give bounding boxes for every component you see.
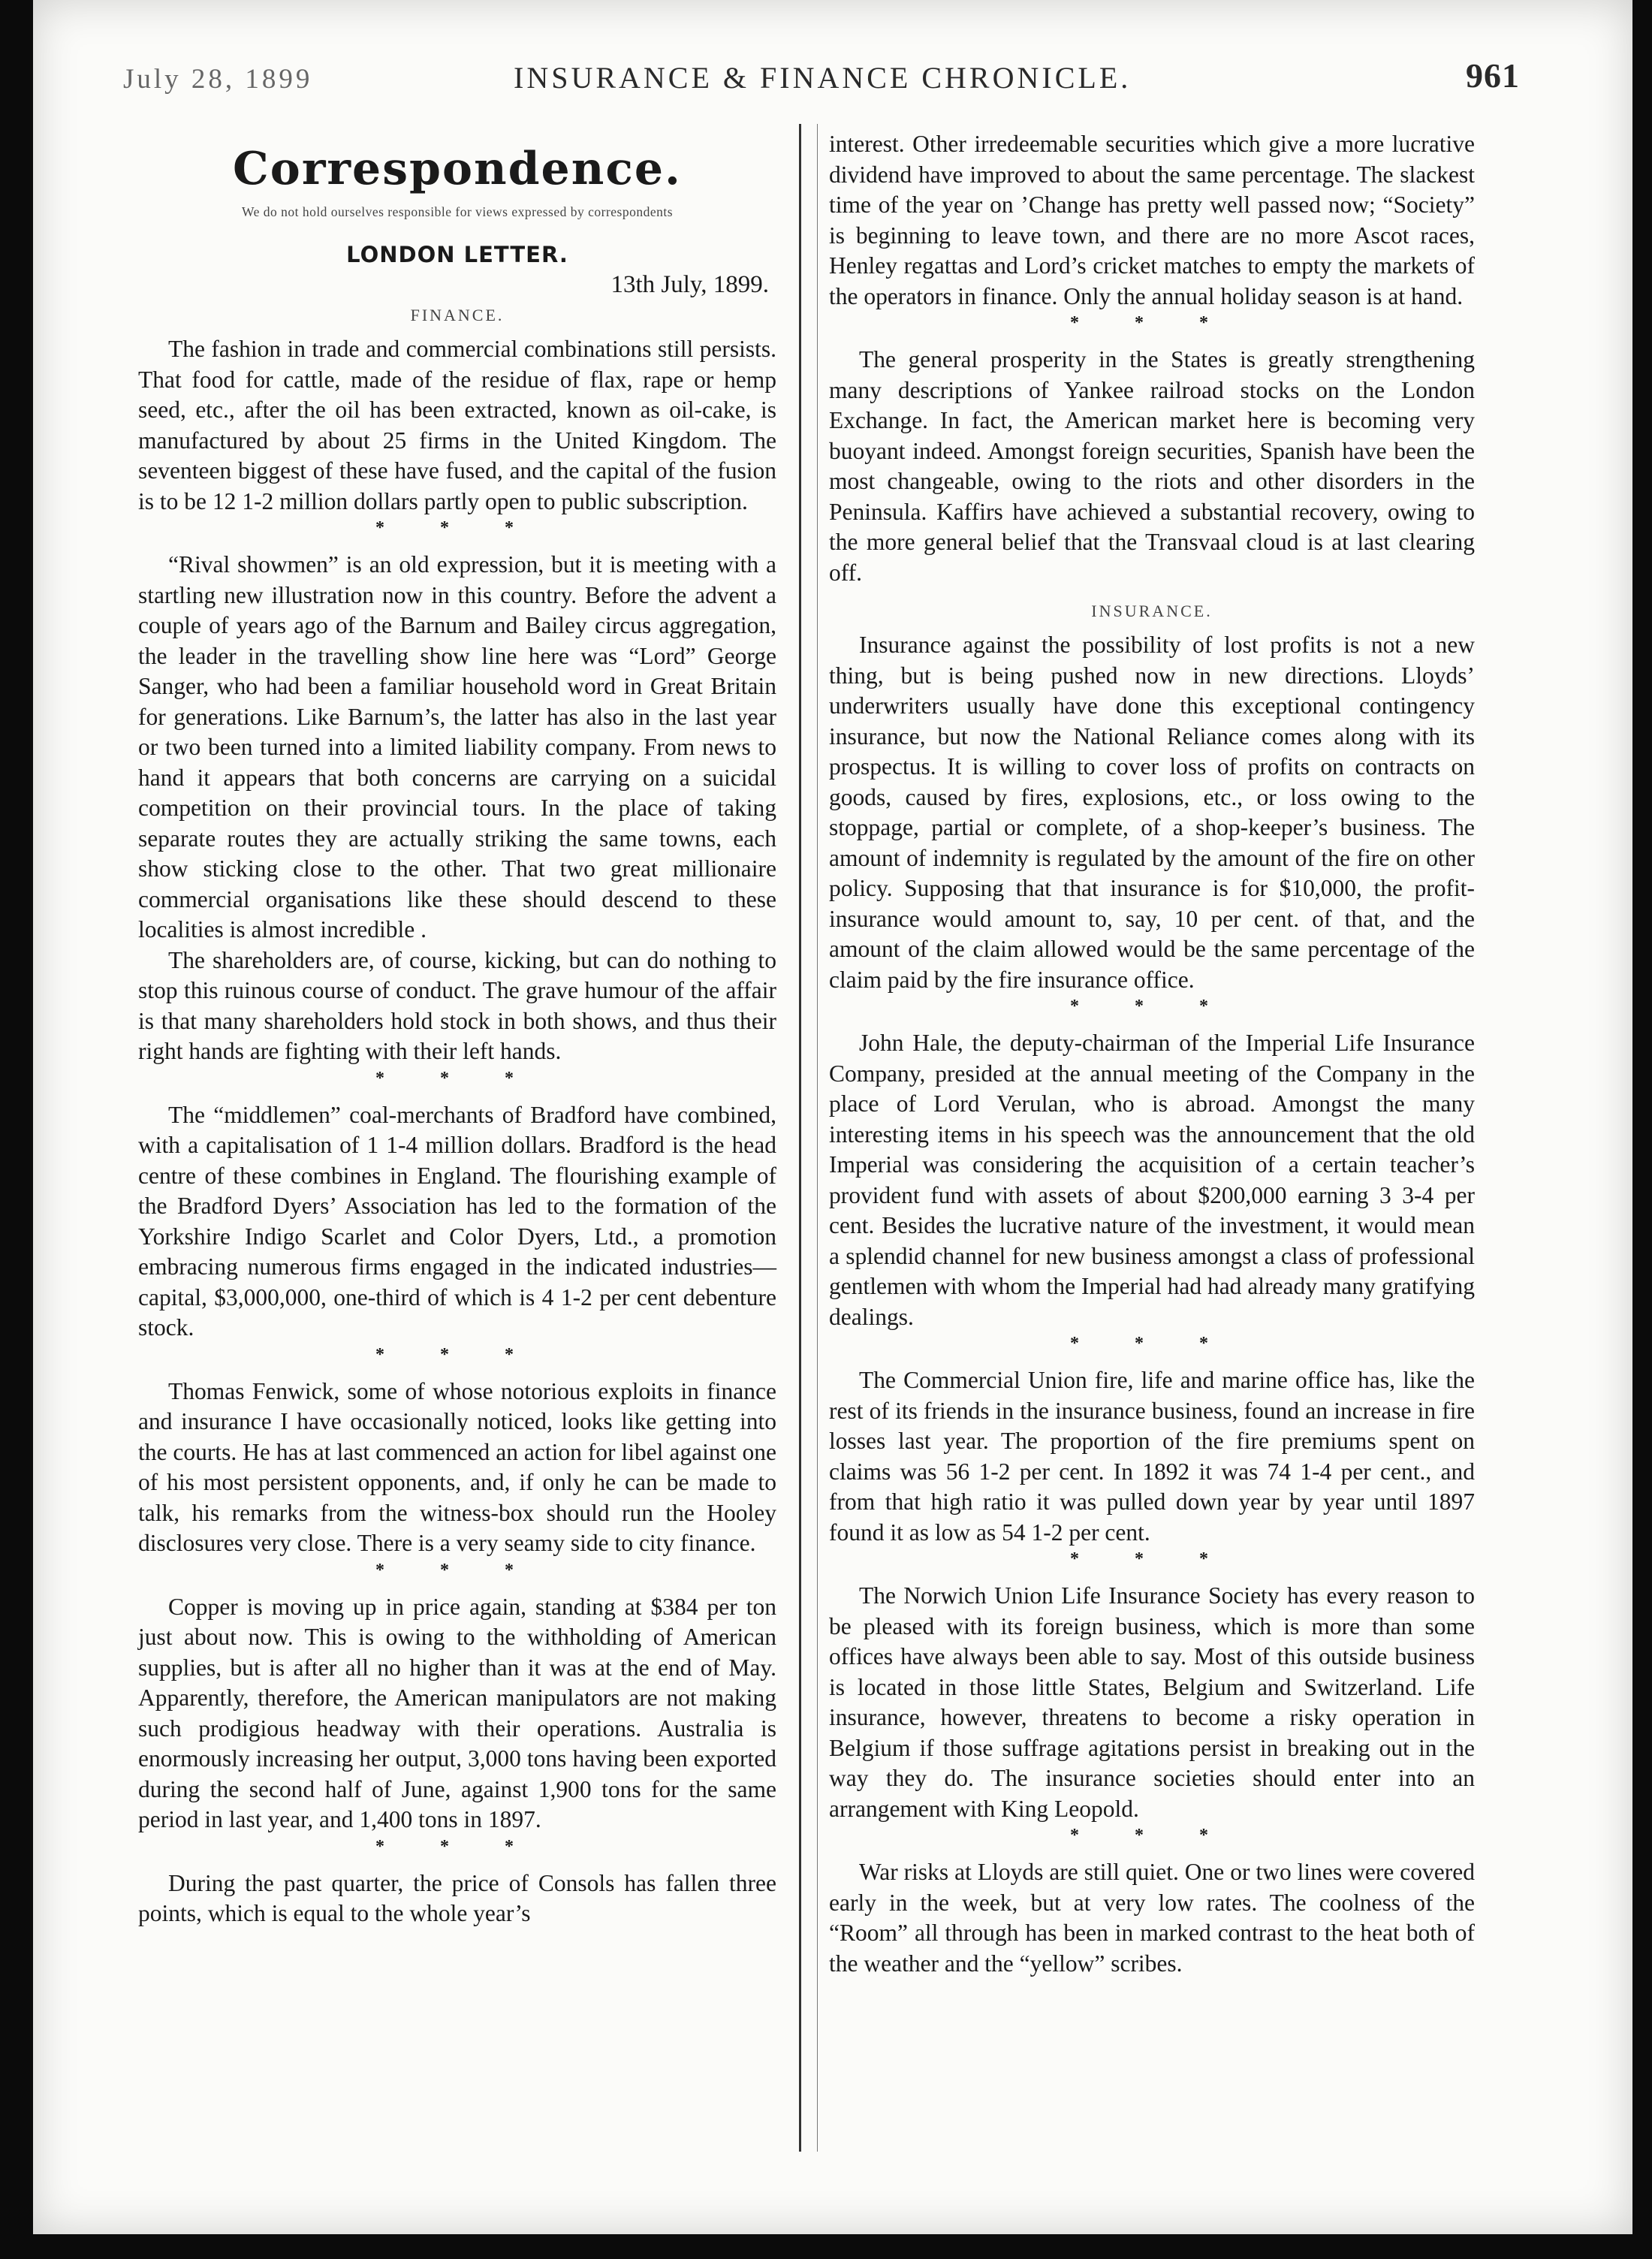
- paragraph: Insurance against the possibility of lost profits is not a new thing, but is being pushed now in new directions. Lloyds’ underwriters usually have done this exceptional contingency insurance, but now the National Reliance comes along with its prospectus. It is willing to cover loss of profits on contracts on goods, caused by fires, explosions, etc., or loss owing to the stoppage, partial or complete, of a shop-keeper’s business. The amount of indemnity is regulated by the amount of the fire on other policy. Supposing that that insurance is for $10,000, the profit-insurance would amount to, say, 10 per cent. of that, and the amount of the claim allowed would be the same percentage of the claim paid by the fire insurance office.: [829, 632, 1475, 993]
- paragraph: interest. Other irredeemable securities which give a more lucrative dividend have improved to about the same percentage. The slackest time of the year on ’Change has pretty well passed now; “Society” is beginning to leave town, and there are no more Ascot races, Henley regattas and Lord’s cricket matches to empty the markets of the operators in finance. Only the annual holiday season is at hand.: [829, 131, 1475, 309]
- section-divider-stars: * * *: [1070, 1826, 1234, 1845]
- paragraph: The “middlemen” coal-merchants of Bradford have combined, with a capitalisation of 1 1-4 million dollars. Bradford is the head centre of these combines in England. The flourishing example of the Bradford Dyers’ Association has led to the formation of the Yorkshire Indigo Scarlet and Color Dyers, Ltd., a promotion embracing numerous firms engaged in the indicated industries—capital, $3,000,000, one-third of which is 4 1-2 per cent debenture stock.: [138, 1101, 776, 1341]
- issue-date: July 28, 1899: [123, 64, 313, 95]
- section-divider-stars: * * *: [1070, 1549, 1234, 1569]
- section-masthead: Correspondence.: [233, 143, 682, 195]
- paragraph: John Hale, the deputy-chairman of the Imperial Life Insurance Company, presided at the annual meeting of the Company in the place of Lord Verulan, who is abroad. Amongst the many interesting items in his speech was the announcement that the old Imperial was considering the acquisition of a certain teacher’s provident fund with assets of about $200,000 earning 3 3-4 per cent. Besides the lucrative nature of the investment, it would mean a splendid channel for new business amongst a class of professional gentlemen with whom the Imperial had had already many gratifying dealings.: [829, 1030, 1475, 1330]
- section-divider-stars: * * *: [375, 1836, 539, 1856]
- paragraph: “Rival showmen” is an old expression, but it is meeting with a startling new illustration now in this country. Before the advent a couple of years ago of the Barnum and Bailey circus aggregation, the leader in the travelling show line here was “Lord” George Sanger, who had been a familiar household word in Great Britain for generations. Like Barnum’s, the latter has also in the last year or two been turned into a limited liability company. From news to hand it appears that both concerns are carrying on a suicidal competition on their provincial tours. In the place of taking separate routes they are actually striking the same towns, each show sticking close to the other. That two great millionaire commercial organisations like these should descend to these localities is almost incredible .: [138, 551, 776, 943]
- section-divider-stars: * * *: [1070, 997, 1234, 1016]
- publication-title: INSURANCE & FINANCE CHRONICLE.: [514, 61, 1132, 95]
- section-divider-stars: * * *: [1070, 1334, 1234, 1353]
- left-column: [138, 124, 776, 1929]
- editorial-disclaimer: We do not hold ourselves responsible for views expressed by correspondents: [241, 204, 674, 219]
- running-head: [123, 53, 1520, 98]
- page-number: 961: [1466, 56, 1520, 95]
- section-divider-stars: * * *: [375, 1344, 539, 1365]
- right-column: [829, 129, 1475, 1979]
- column-rule-thin: [817, 124, 818, 2152]
- section-divider-stars: * * *: [375, 1068, 539, 1088]
- paragraph: War risks at Lloyds are still quiet. One or two lines were covered early in the week, but at very low rates. The coolness of the “Room” all through has been in marked contrast to the heat both of the weather and the “yellow” scribes.: [829, 1859, 1475, 1977]
- paragraph: The fashion in trade and commercial combinations still persists. That food for cattle, made of the residue of flax, rape or hemp seed, etc., after the oil has been extracted, known as oil-cake, is manufactured by about 25 firms in the United Kingdom. The seventeen biggest of these have fused, and the capital of the fusion is to be 12 1-2 million dollars partly open to public subscription.: [138, 336, 776, 514]
- article-title: LONDON LETTER.: [346, 242, 568, 267]
- paragraph: Thomas Fenwick, some of whose notorious exploits in finance and insurance I have occasionally noticed, looks like getting into the courts. He has at last commenced an action for libel against one of his most persistent opponents, and, if only he can be made to talk, his remarks from the witness-box should run the Hooley disclosures very close. There is a very seamy side to city finance.: [138, 1377, 776, 1556]
- section-heading-insurance: INSURANCE.: [1091, 602, 1213, 620]
- paragraph: The Commercial Union fire, life and marine office has, like the rest of its friends in the insurance business, found an increase in fire losses last year. The proportion of the fire premiums spent on claims was 56 1-2 per cent. In 1892 it was 74 1-4 per cent., and from that high ratio it was pulled down year by year until 1897 found it as low as 54 1-2 per cent.: [829, 1367, 1475, 1546]
- column-rule: [799, 124, 801, 2152]
- section-heading-finance: FINANCE.: [410, 306, 505, 324]
- paragraph: Copper is moving up in price again, standing at $384 per ton just about now. This is owing to the withholding of American supplies, but is after all no higher than it was at the end of May. Apparently, therefore, the American manipulators are not making such prodigious headway with their operations. Australia is enormously increasing her output, 3,000 tons having been exported during the second half of June, against 1,900 tons for the same period in last year, and 1,400 tons in 1897.: [138, 1593, 776, 1832]
- paragraph: During the past quarter, the price of Consols has fallen three points, which is equal to the whole year’s: [138, 1869, 776, 1926]
- section-divider-stars: * * *: [375, 518, 539, 538]
- section-divider-stars: * * *: [375, 1560, 539, 1580]
- section-divider-stars: * * *: [1070, 313, 1234, 333]
- paragraph: The shareholders are, of course, kicking, but can do nothing to stop this ruinous course of conduct. The grave humour of the affair is that many shareholders hold stock in both shows, and thus their right hands are fighting with their left hands.: [138, 946, 776, 1064]
- article-dateline: 13th July, 1899.: [610, 271, 769, 298]
- paragraph: The Norwich Union Life Insurance Society has every reason to be pleased with its foreign business, which is more than some offices have always been able to say. Most of this outside business is located in those little States, Belgium and Switzerland. Life insurance, however, threatens to become a risky operation in Belgium if those suffrage agitations persist in breaking out in the way they do. The insurance societies should enter into an arrangement with King Leopold.: [829, 1582, 1475, 1822]
- paragraph: The general prosperity in the States is greatly strengthening many descriptions of Yankee railroad stocks on the London Exchange. In fact, the American market here is becoming very buoyant indeed. Amongst foreign securities, Spanish have been the most changeable, owing to the riots and other disorders in the Peninsula. Kaffirs have achieved a substantial recovery, owing to the more general belief that the Transvaal cloud is at last clearing off.: [829, 346, 1475, 586]
- newspaper-page: [33, 0, 1632, 2234]
